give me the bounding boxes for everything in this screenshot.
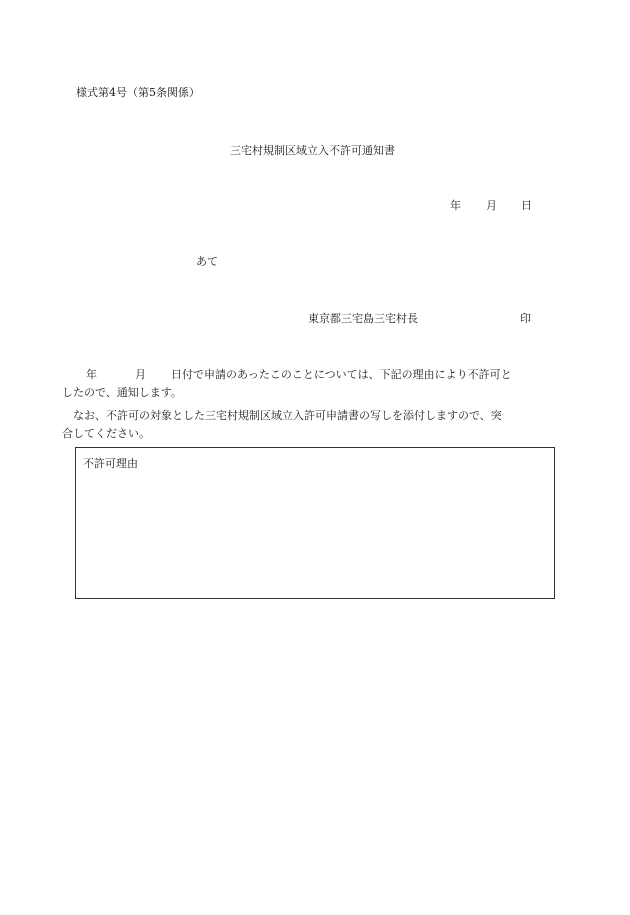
seal-mark: 印 <box>520 312 531 325</box>
paragraph2-line2: 合してください。 <box>62 427 150 440</box>
paragraph1-line1 <box>62 369 558 380</box>
paragraph1-year-label: 年 <box>86 368 97 381</box>
date-month-label: 月 <box>486 199 497 212</box>
paragraph2-line1: なお、不許可の対象とした三宅村規制区域立入許可申請書の写しを添付しますので、突 <box>62 409 502 422</box>
form-number: 様式第4号（第5条関係） <box>76 86 200 99</box>
date-year-label: 年 <box>450 199 461 212</box>
reason-box[interactable] <box>75 447 555 599</box>
date-day-label: 日 <box>521 199 532 212</box>
paragraph1-line2: したので、通知します。 <box>62 386 182 399</box>
issuer-name: 東京都三宅島三宅村長 <box>308 312 418 325</box>
paragraph1-line1-text: 日付で申請のあったこのことについては、下記の理由により不許可と <box>171 368 512 381</box>
reason-label: 不許可理由 <box>83 457 138 470</box>
paragraph1-month-label: 月 <box>135 368 146 381</box>
addressee-suffix: あて <box>196 255 218 268</box>
document-title: 三宅村規制区域立入不許可通知書 <box>230 144 395 157</box>
